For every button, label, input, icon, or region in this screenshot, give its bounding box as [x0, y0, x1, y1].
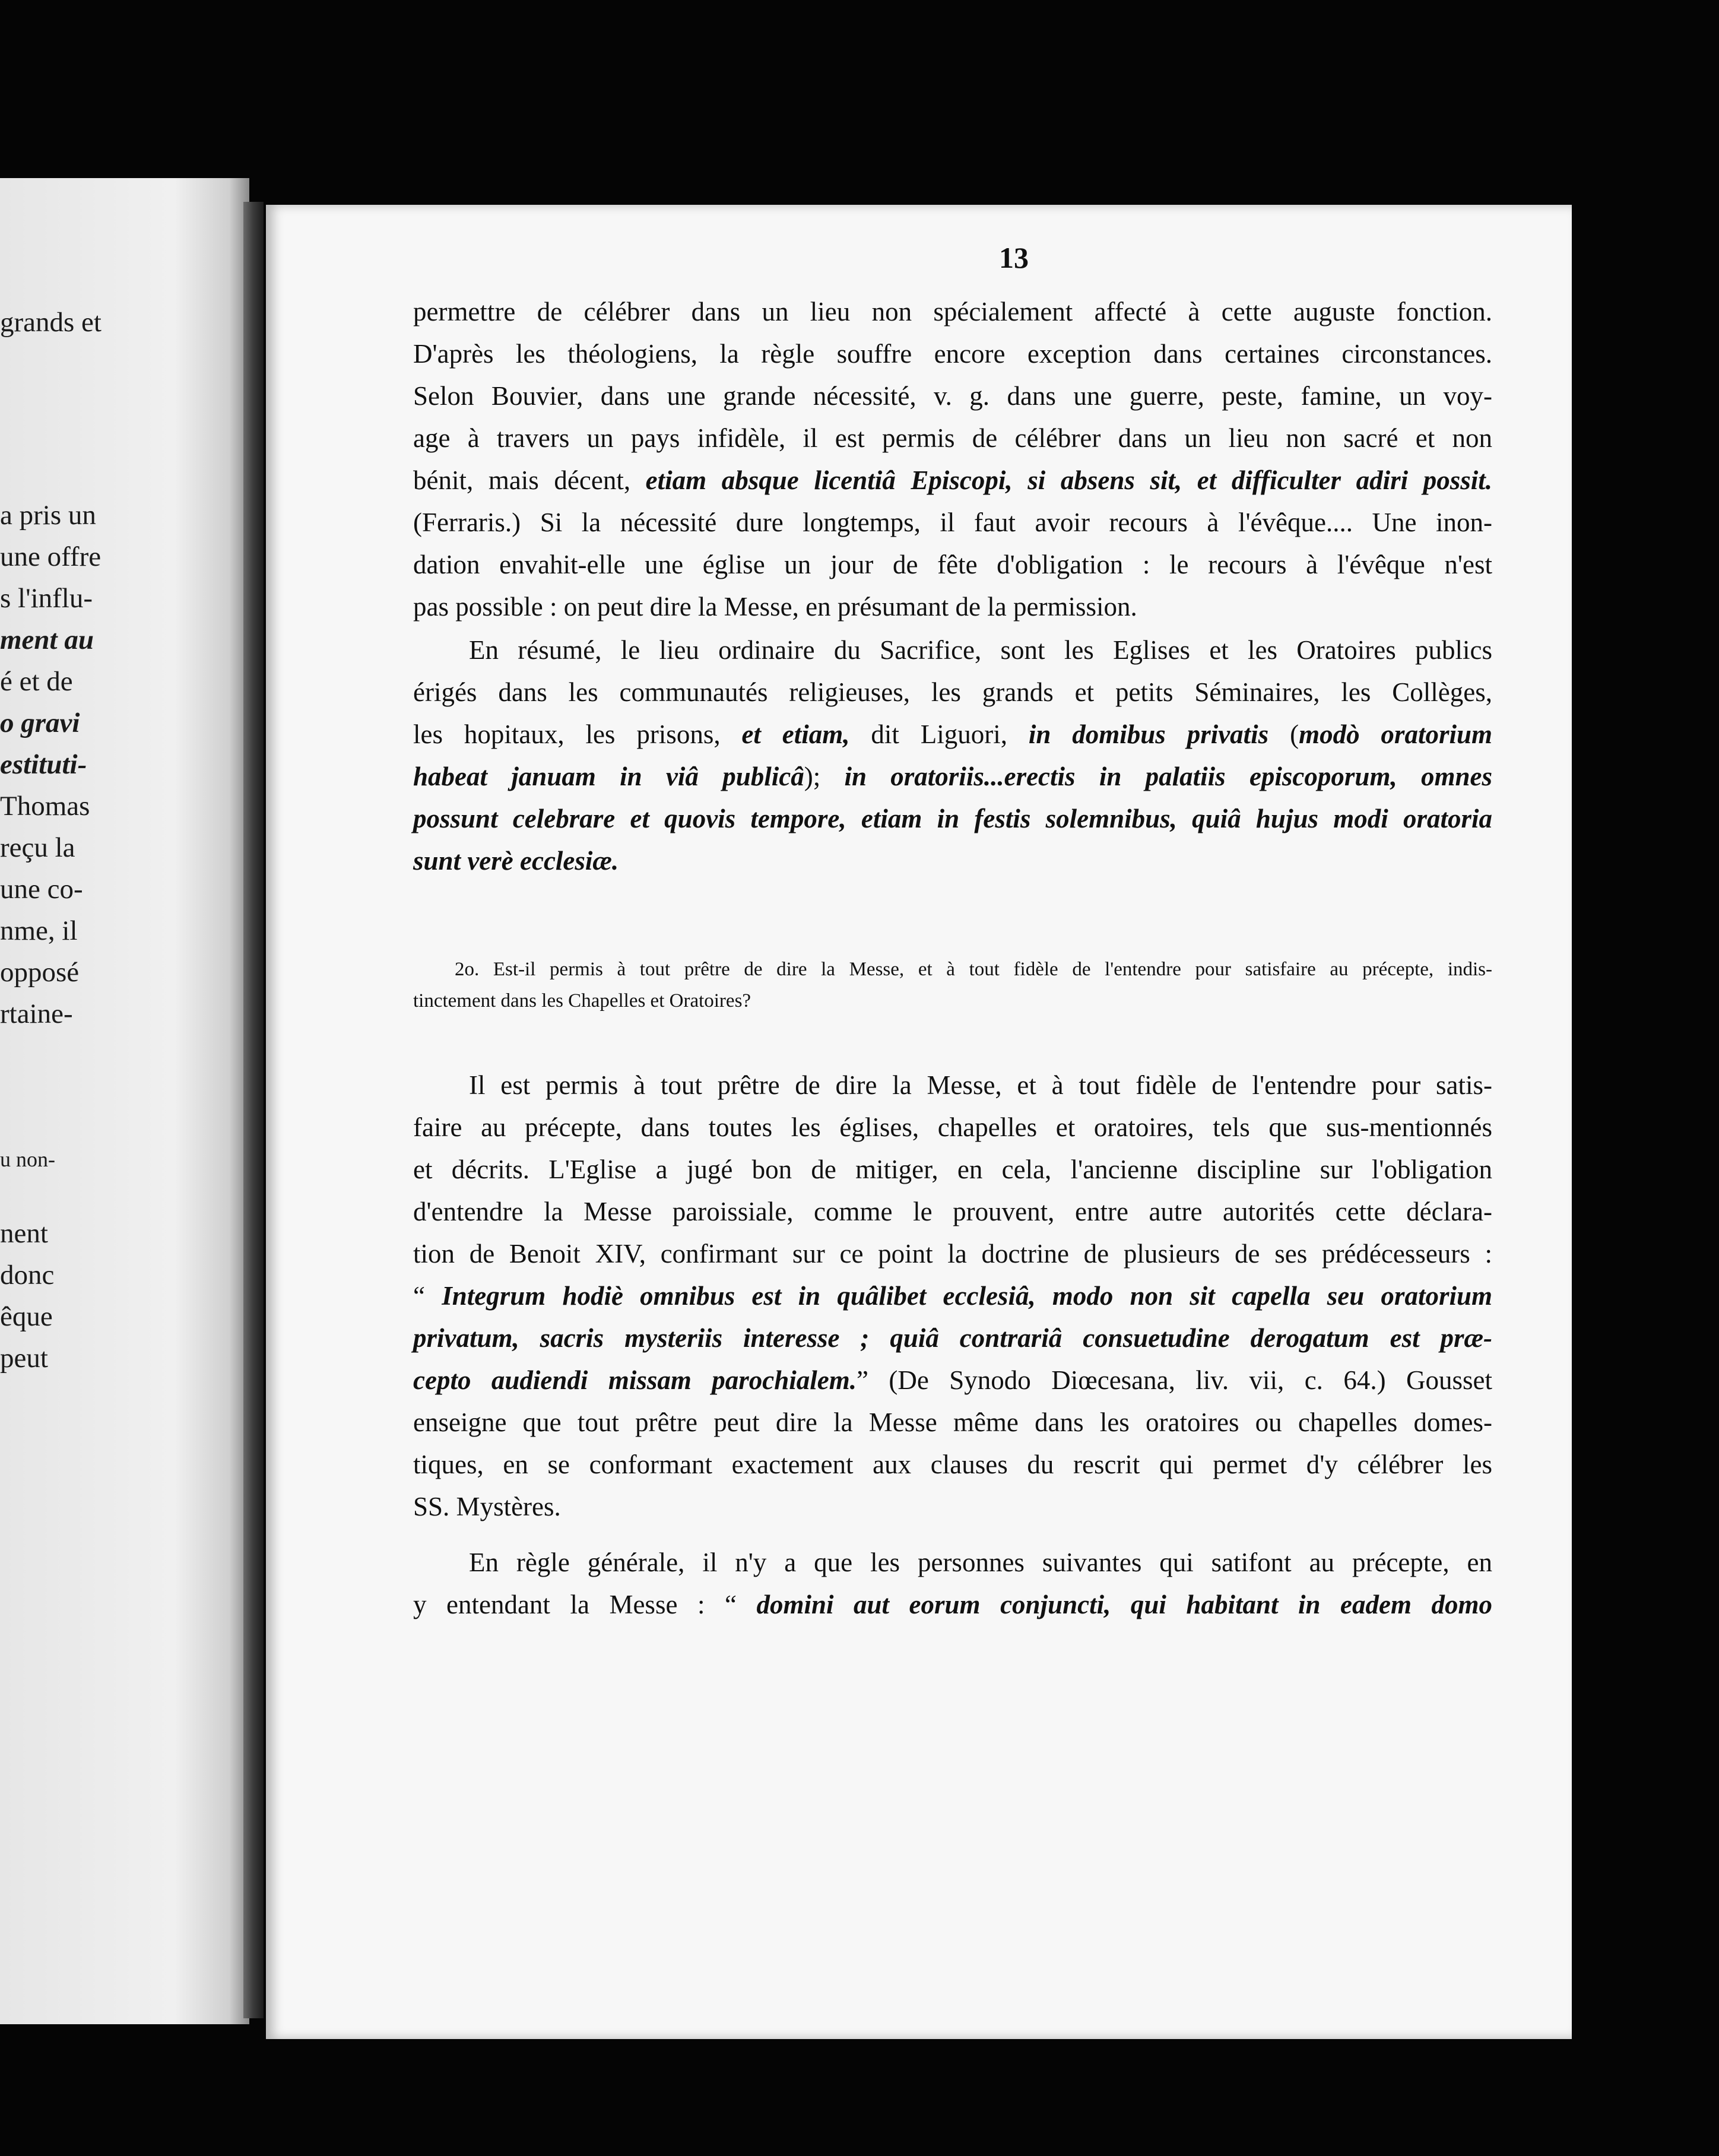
- text-line: [413, 544, 1492, 586]
- italic-run: in oratoriis...erectis in palatiis episcoporum, omnes: [844, 762, 1492, 791]
- text-run: dit Liguori,: [849, 719, 1029, 749]
- text-run: Il est permis à tout prêtre de dire la Messe, et à tout fidèle de l'entendre pour satis-: [469, 1070, 1492, 1100]
- italic-run: etiam absque licentiâ Episcopi, si absens sit, et difficulter adiri possit.: [645, 465, 1492, 495]
- text-run: d'entendre la Messe paroissiale, comme le prouvent, entre autre autorités cette déclara-: [413, 1197, 1492, 1226]
- text-run: ” (De Synodo Diœcesana, liv. vii, c. 64.) Gousset: [857, 1365, 1492, 1395]
- left-page-text-fragment: reçu la: [0, 832, 75, 863]
- text-run: tiques, en se conformant exactement aux clauses du rescrit qui permet d'y célébrer les: [413, 1450, 1492, 1479]
- left-page-text-fragment: ment au: [0, 624, 94, 655]
- text-run: dation envahit-elle une église un jour de fête d'obligation : le recours à l'évêque n'est: [413, 550, 1492, 579]
- left-page-edge: [0, 178, 249, 2024]
- left-page-text-fragment: nme, il: [0, 915, 78, 946]
- text-line: [413, 417, 1492, 459]
- text-line: [413, 1191, 1492, 1233]
- text-line: [413, 671, 1492, 714]
- paragraph-3: [413, 1064, 1492, 1528]
- italic-run: cepto audiendi missam parochialem.: [413, 1365, 857, 1395]
- question-heading: [413, 954, 1492, 1017]
- text-run: faire au précepte, dans toutes les églises, chapelles et oratoires, tels que sus-mentionnés: [413, 1112, 1492, 1142]
- text-line: [413, 629, 1492, 671]
- paragraph-2: [413, 629, 1492, 882]
- left-page-text-fragment: o gravi: [0, 708, 80, 738]
- left-page-text-fragment: Thomas: [0, 791, 90, 822]
- italic-run: privatum, sacris mysteriis interesse ; quiâ contrariâ consuetudine derogatum est præ-: [413, 1323, 1492, 1353]
- text-run: En règle générale, il n'y a que les personnes suivantes qui satifont au précepte, en: [469, 1548, 1492, 1577]
- text-run: enseigne que tout prêtre peut dire la Messe même dans les oratoires ou chapelles domes-: [413, 1407, 1492, 1437]
- left-page-text-fragment: u non-: [0, 1147, 55, 1171]
- paragraph-1: [413, 291, 1492, 628]
- text-run: les hopitaux, les prisons,: [413, 719, 742, 749]
- italic-run: et etiam,: [741, 719, 850, 749]
- text-run: “: [413, 1281, 442, 1311]
- text-run: SS. Mystères.: [413, 1492, 561, 1521]
- book-gutter: [243, 202, 264, 2018]
- left-page-text-fragment: opposé: [0, 957, 80, 988]
- text-line: [413, 756, 1492, 798]
- text-run: D'après les théologiens, la règle souffre encore exception dans certaines circonstances.: [413, 339, 1492, 369]
- question-line: 2o. Est-il permis à tout prêtre de dire la Messe, et à tout fidèle de l'entendre pour satisfaire au précepte, indis-: [455, 959, 1492, 980]
- left-page-text-fragment: a pris un: [0, 500, 96, 531]
- left-page-text-fragment: s l'influ-: [0, 583, 93, 614]
- text-line: [413, 714, 1492, 756]
- text-line: [413, 798, 1492, 840]
- text-line: [413, 1359, 1492, 1402]
- right-page: [266, 205, 1572, 2039]
- text-run: pas possible : on peut dire la Messe, en présumant de la permission.: [413, 592, 1137, 622]
- text-run: tion de Benoit XIV, confirmant sur ce point la doctrine de plusieurs de ses prédécesseurs :: [413, 1239, 1492, 1269]
- text-line: [413, 1064, 1492, 1106]
- text-line: [413, 840, 1492, 882]
- italic-run: in domibus privatis: [1028, 719, 1269, 749]
- text-run: (: [1268, 719, 1299, 749]
- text-line: [413, 1106, 1492, 1149]
- text-run: érigés dans les communautés religieuses, les grands et petits Séminaires, les Collèges,: [413, 677, 1492, 707]
- text-run: et décrits. L'Eglise a jugé bon de mitiger, en cela, l'ancienne discipline sur l'obligation: [413, 1155, 1492, 1184]
- left-page-text-fragment: donc: [0, 1260, 55, 1291]
- text-line: [413, 1317, 1492, 1359]
- question-line: tinctement dans les Chapelles et Oratoires?: [413, 990, 751, 1012]
- left-page-text-fragment: grands et: [0, 307, 102, 338]
- italic-run: habeat januam in viâ publicâ: [413, 762, 804, 791]
- text-line: [413, 1444, 1492, 1486]
- text-line: [413, 291, 1492, 333]
- text-line: [413, 1402, 1492, 1444]
- left-page-text-fragment: êque: [0, 1301, 53, 1332]
- paragraph-4: [413, 1542, 1492, 1626]
- italic-run: domini aut eorum conjuncti, qui habitant in eadem domo: [756, 1590, 1493, 1619]
- text-line: [413, 1542, 1492, 1584]
- text-line: [413, 1275, 1492, 1317]
- text-run: permettre de célébrer dans un lieu non spécialement affecté à cette auguste fonction.: [413, 297, 1492, 326]
- text-line: [413, 459, 1492, 502]
- page-number: 13: [999, 241, 1029, 274]
- left-page-text-fragment: une co-: [0, 874, 83, 905]
- text-run: (Ferraris.) Si la nécessité dure longtemps, il faut avoir recours à l'évêque.... Une inon-: [413, 508, 1492, 537]
- text-line: [413, 333, 1492, 375]
- left-page-text-fragment: peut: [0, 1343, 48, 1374]
- text-line: [413, 502, 1492, 544]
- text-run: );: [804, 762, 845, 791]
- left-page-text-fragment: nent: [0, 1218, 48, 1249]
- text-run: age à travers un pays infidèle, il est permis de célébrer dans un lieu non sacré et non: [413, 423, 1492, 453]
- text-line: [413, 375, 1492, 417]
- text-run: En résumé, le lieu ordinaire du Sacrifice, sont les Eglises et les Oratoires publics: [469, 635, 1492, 665]
- italic-run: modò oratorium: [1299, 719, 1492, 749]
- left-page-text-fragment: rtaine-: [0, 998, 73, 1029]
- text-run: y entendant la Messe : “: [413, 1590, 757, 1619]
- left-page-text-fragment: une offre: [0, 541, 102, 572]
- italic-run: Integrum hodiè omnibus est in quâlibet ecclesiâ, modo non sit capella seu oratorium: [442, 1281, 1492, 1311]
- text-line: [413, 1486, 1492, 1528]
- left-page-text-fragment: é et de: [0, 666, 73, 697]
- text-line: [413, 1233, 1492, 1275]
- italic-run: possunt celebrare et quovis tempore, etiam in festis solemnibus, quiâ hujus modi oratoria: [413, 804, 1492, 833]
- italic-run: sunt verè ecclesiæ.: [413, 846, 619, 876]
- text-run: bénit, mais décent,: [413, 465, 646, 495]
- text-line: [413, 1149, 1492, 1191]
- left-page-text-fragment: estituti-: [0, 749, 87, 780]
- text-line: [413, 1584, 1492, 1626]
- text-run: Selon Bouvier, dans une grande nécessité, v. g. dans une guerre, peste, famine, un voy-: [413, 381, 1492, 411]
- text-line: [413, 586, 1492, 628]
